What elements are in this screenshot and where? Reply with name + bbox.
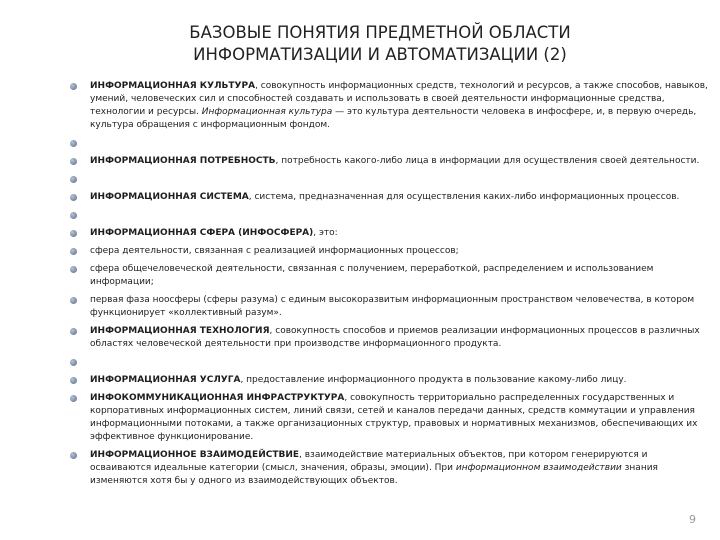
title-line-1: БАЗОВЫЕ ПОНЯТИЯ ПРЕДМЕТНОЙ ОБЛАСТИ [189,23,571,42]
definition-text: , это: [313,228,338,238]
term: ИНФОРМАЦИОННАЯ СИСТЕМА [90,192,249,202]
bullet-icon [70,359,77,366]
definition-text: , предоставление информационного продукта в пользование какому-либо лицу. [240,375,627,385]
title-line-2: ИНФОРМАТИЗАЦИИ И АВТОМАТИЗАЦИИ (2) [193,45,567,64]
definition-text: , система, предназначенная для осуществления каких-либо информационных процессов. [248,192,680,202]
list-item [68,245,708,258]
bullet-icon [70,248,77,255]
list-item [68,191,708,204]
bullet-icon [70,377,77,384]
definition-text: , взаимодействие материальных объектов, при котором генерируются и осваиваются идеальные категории (смысл, значения, образы, эмоции). При [90,450,648,473]
list-item [68,392,708,444]
bullet-icon [70,83,77,90]
bullet-icon [70,452,77,459]
term: ИНФОРМАЦИОННАЯ КУЛЬТУРА [90,81,256,91]
bullet-icon [70,230,77,237]
list-item [68,227,708,240]
term: ИНФОРМАЦИОННАЯ ТЕХНОЛОГИЯ [90,326,270,336]
term: ИНФОКОММУНИКАЦИОННАЯ ИНФРАСТРУКТУРА [90,393,345,403]
bullet-icon [70,266,77,273]
bullet-icon [70,158,77,165]
page-number: 9 [689,513,696,526]
definition-text: сфера деятельности, связанная с реализацией информационных процессов; [90,246,459,256]
bullet-icon [70,212,77,219]
definition-text: — это культура деятельности человека в инфосфере, и, в первую очередь, культура обращения с информационным фондом. [90,107,697,130]
list-item [68,155,708,168]
definition-text: , потребность какого-либо лица в информации для осуществления своей деятельности. [275,156,700,166]
term: ИНФОРМАЦИОННАЯ СФЕРА (ИНФОСФЕРА) [90,228,314,238]
list-item [68,294,708,320]
list-item [68,325,708,351]
bullet-icon [70,140,77,147]
definition-text: первая фаза ноосферы (сферы разума) с единым высокоразвитым информационным пространством человечества, в котором функционирует «коллективный разум». [90,295,695,318]
definition-text: , совокупность информационных средств, технологий и ресурсов, а также способов, навыков, умений, человеческих сил и способностей создавать и использовать в своей деятельности информационные средства, технологии и ресурсы. [90,81,708,117]
definition-text: знания изменяются хотя бы у одного из взаимодействующих объектов. [90,463,658,486]
list-item [68,80,708,132]
term: ИНФОРМАЦИОННАЯ ПОТРЕБНОСТЬ [90,156,276,166]
list-item-empty [68,209,708,222]
list-item-empty [68,137,708,150]
bullet-icon [70,194,77,201]
bullet-icon [70,176,77,183]
italic-term: Информационная культура [201,107,333,117]
list-item [68,263,708,289]
term: ИНФОРМАЦИОННОЕ ВЗАИМОДЕЙСТВИЕ [90,450,300,460]
list-item [68,374,708,387]
list-item-empty [68,356,708,369]
list-item-empty [68,173,708,186]
definition-text: , совокупность территориально распределенных государственных и корпоративных информационных систем, линий связи, сетей и каналов передачи данных, средств коммутации и управления информационными потоками, а также организационных структур, правовых и нормативных механизмов, обеспечивающих их эффективное функционирование. [90,393,698,442]
definition-text: , совокупность способов и приемов реализации информационных процессов в различных областях человеческой деятельности при производстве информационного продукта. [90,326,700,349]
definition-list [68,80,708,493]
bullet-icon [70,328,77,335]
definition-text: сфера общечеловеческой деятельности, связанная с получением, переработкой, распределением и использованием информации; [90,264,654,287]
list-item [68,449,708,488]
bullet-icon [70,395,77,402]
italic-term: информационном взаимодействии [455,463,622,473]
slide-title [90,22,670,66]
bullet-icon [70,297,77,304]
term: ИНФОРМАЦИОННАЯ УСЛУГА [90,375,241,385]
